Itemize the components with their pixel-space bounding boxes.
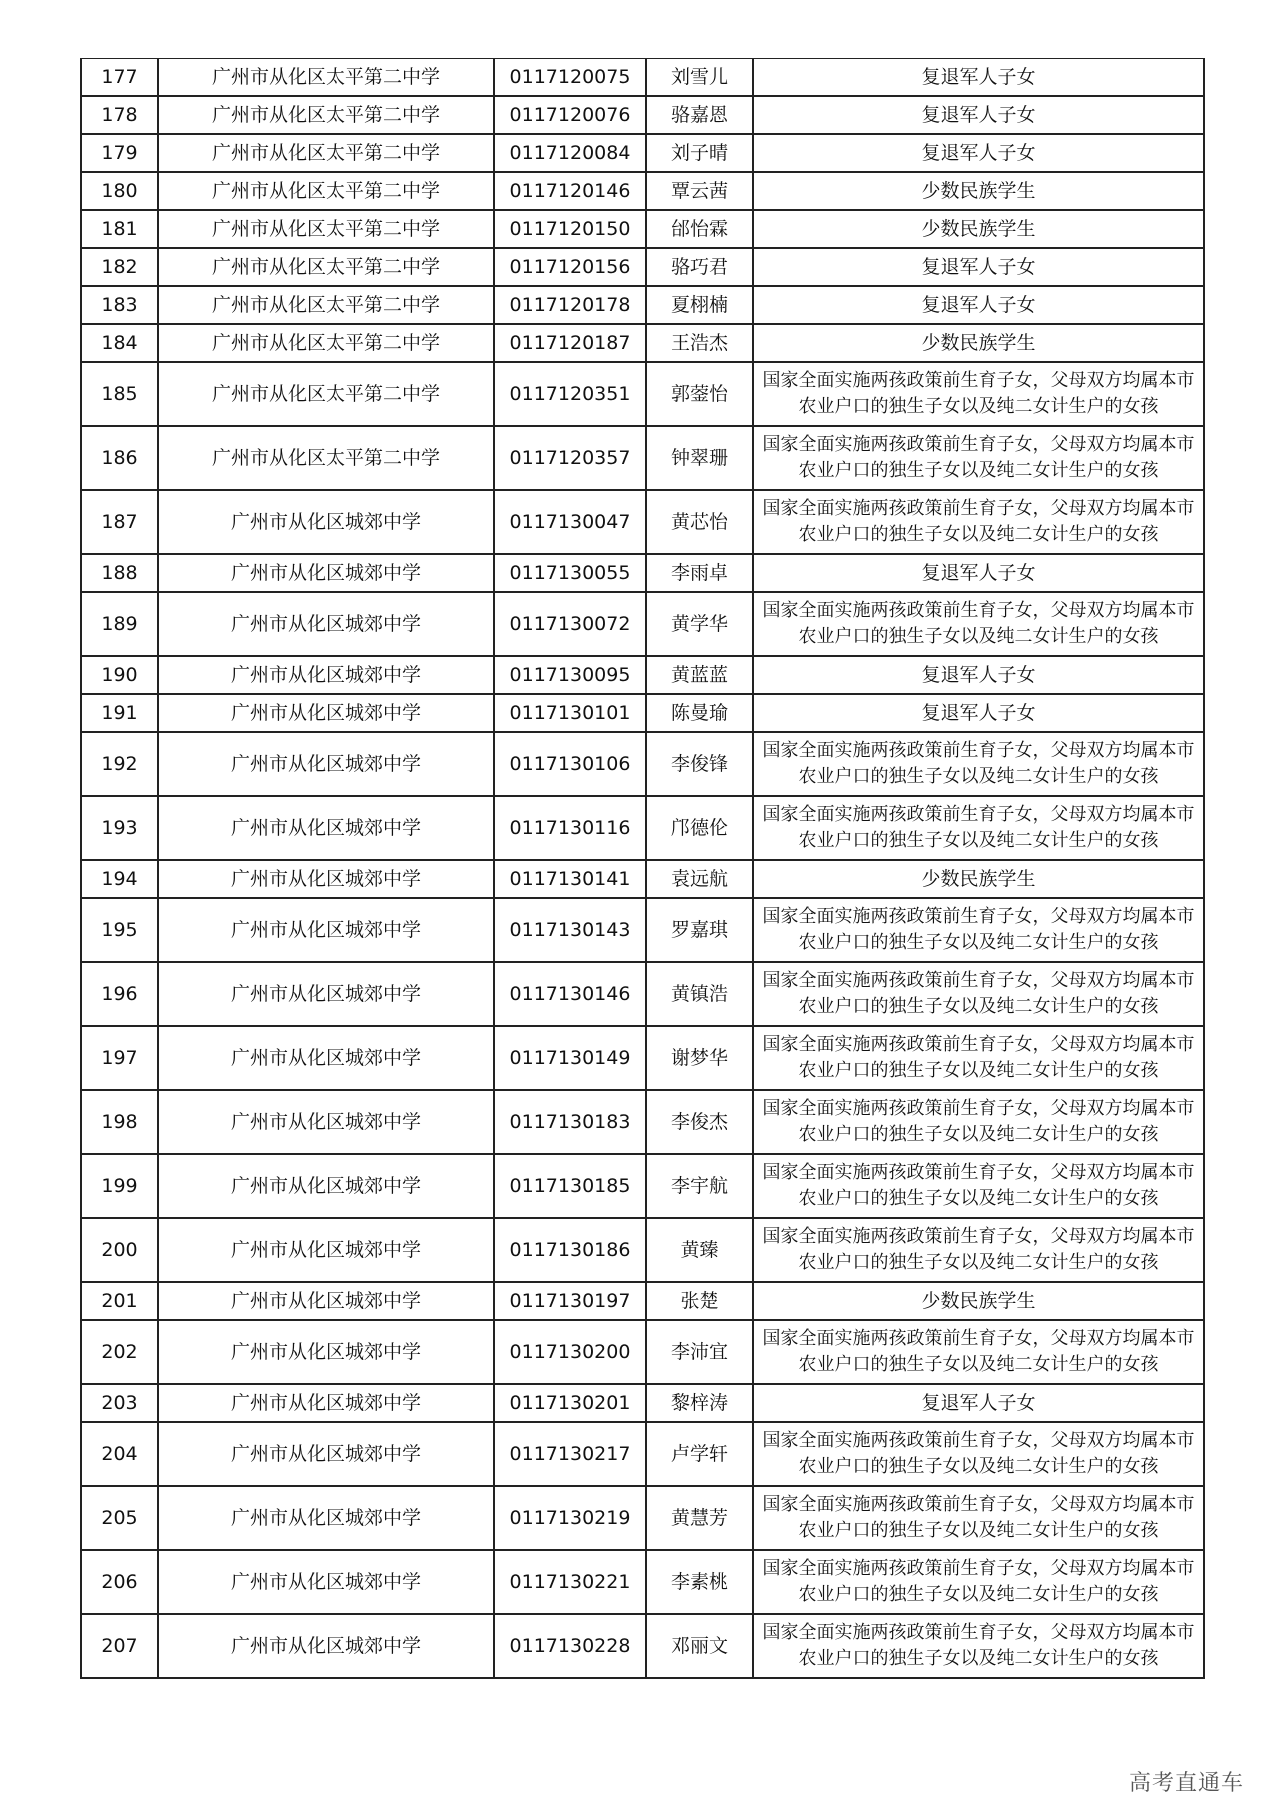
student-id-cell: 0117120178 [494, 286, 646, 324]
table-row [81, 554, 1204, 592]
student-name-cell: 夏栩楠 [646, 286, 753, 324]
school-cell: 广州市从化区城郊中学 [158, 694, 494, 732]
category-cell: 复退军人子女 [753, 1384, 1204, 1422]
category-cell: 少数民族学生 [753, 860, 1204, 898]
table-row [81, 1282, 1204, 1320]
category-cell: 国家全面实施两孩政策前生育子女，父母双方均属本市农业户口的独生子女以及纯二女计生户的女孩 [753, 1154, 1204, 1218]
student-id-cell: 0117130149 [494, 1026, 646, 1090]
table-row [81, 59, 1204, 97]
category-cell: 国家全面实施两孩政策前生育子女，父母双方均属本市农业户口的独生子女以及纯二女计生户的女孩 [753, 1486, 1204, 1550]
school-cell: 广州市从化区城郊中学 [158, 1154, 494, 1218]
table-body [81, 59, 1204, 1679]
category-cell: 国家全面实施两孩政策前生育子女，父母双方均属本市农业户口的独生子女以及纯二女计生户的女孩 [753, 490, 1204, 554]
table-row [81, 362, 1204, 426]
category-cell: 国家全面实施两孩政策前生育子女，父母双方均属本市农业户口的独生子女以及纯二女计生户的女孩 [753, 1090, 1204, 1154]
row-number-cell: 184 [81, 324, 158, 362]
student-id-cell: 0117130047 [494, 490, 646, 554]
student-name-cell: 黄芯怡 [646, 490, 753, 554]
school-cell: 广州市从化区城郊中学 [158, 554, 494, 592]
admission-list-sheet [80, 58, 1203, 1679]
student-name-cell: 黄臻 [646, 1218, 753, 1282]
table-row [81, 1384, 1204, 1422]
student-name-cell: 骆嘉恩 [646, 96, 753, 134]
category-cell: 复退军人子女 [753, 134, 1204, 172]
school-cell: 广州市从化区太平第二中学 [158, 324, 494, 362]
table-row [81, 426, 1204, 490]
student-id-cell: 0117130143 [494, 898, 646, 962]
school-cell: 广州市从化区城郊中学 [158, 1320, 494, 1384]
student-name-cell: 李宇航 [646, 1154, 753, 1218]
student-id-cell: 0117130185 [494, 1154, 646, 1218]
category-cell: 国家全面实施两孩政策前生育子女，父母双方均属本市农业户口的独生子女以及纯二女计生户的女孩 [753, 1026, 1204, 1090]
student-name-cell: 李素桃 [646, 1550, 753, 1614]
category-cell: 国家全面实施两孩政策前生育子女，父母双方均属本市农业户口的独生子女以及纯二女计生户的女孩 [753, 1550, 1204, 1614]
student-name-cell: 李雨卓 [646, 554, 753, 592]
category-cell: 复退军人子女 [753, 286, 1204, 324]
category-cell: 少数民族学生 [753, 210, 1204, 248]
category-cell: 国家全面实施两孩政策前生育子女，父母双方均属本市农业户口的独生子女以及纯二女计生户的女孩 [753, 962, 1204, 1026]
category-cell: 复退军人子女 [753, 554, 1204, 592]
row-number-cell: 200 [81, 1218, 158, 1282]
row-number-cell: 181 [81, 210, 158, 248]
row-number-cell: 183 [81, 286, 158, 324]
student-name-cell: 邓丽文 [646, 1614, 753, 1678]
category-cell: 国家全面实施两孩政策前生育子女，父母双方均属本市农业户口的独生子女以及纯二女计生户的女孩 [753, 1614, 1204, 1678]
row-number-cell: 204 [81, 1422, 158, 1486]
table-row [81, 134, 1204, 172]
row-number-cell: 207 [81, 1614, 158, 1678]
student-id-cell: 0117130146 [494, 962, 646, 1026]
school-cell: 广州市从化区城郊中学 [158, 1026, 494, 1090]
category-cell: 复退军人子女 [753, 694, 1204, 732]
category-cell: 复退军人子女 [753, 248, 1204, 286]
row-number-cell: 201 [81, 1282, 158, 1320]
row-number-cell: 179 [81, 134, 158, 172]
row-number-cell: 198 [81, 1090, 158, 1154]
admission-table [80, 58, 1205, 1679]
table-row [81, 324, 1204, 362]
student-name-cell: 邰怡霖 [646, 210, 753, 248]
category-cell: 国家全面实施两孩政策前生育子女，父母双方均属本市农业户口的独生子女以及纯二女计生户的女孩 [753, 732, 1204, 796]
student-name-cell: 黄慧芳 [646, 1486, 753, 1550]
school-cell: 广州市从化区城郊中学 [158, 490, 494, 554]
row-number-cell: 193 [81, 796, 158, 860]
table-row [81, 694, 1204, 732]
table-row [81, 796, 1204, 860]
table-row [81, 898, 1204, 962]
row-number-cell: 180 [81, 172, 158, 210]
row-number-cell: 194 [81, 860, 158, 898]
table-row [81, 1320, 1204, 1384]
student-name-cell: 李俊锋 [646, 732, 753, 796]
school-cell: 广州市从化区太平第二中学 [158, 286, 494, 324]
student-name-cell: 黄蓝蓝 [646, 656, 753, 694]
table-row [81, 96, 1204, 134]
table-row [81, 656, 1204, 694]
student-name-cell: 卢学轩 [646, 1422, 753, 1486]
school-cell: 广州市从化区城郊中学 [158, 1384, 494, 1422]
student-name-cell: 袁远航 [646, 860, 753, 898]
student-id-cell: 0117120351 [494, 362, 646, 426]
table-row [81, 248, 1204, 286]
category-cell: 少数民族学生 [753, 172, 1204, 210]
student-name-cell: 刘雪儿 [646, 59, 753, 97]
school-cell: 广州市从化区太平第二中学 [158, 210, 494, 248]
table-row [81, 1026, 1204, 1090]
row-number-cell: 196 [81, 962, 158, 1026]
student-name-cell: 骆巧君 [646, 248, 753, 286]
school-cell: 广州市从化区太平第二中学 [158, 59, 494, 97]
school-cell: 广州市从化区城郊中学 [158, 1550, 494, 1614]
student-name-cell: 覃云茜 [646, 172, 753, 210]
category-cell: 国家全面实施两孩政策前生育子女，父母双方均属本市农业户口的独生子女以及纯二女计生户的女孩 [753, 426, 1204, 490]
student-name-cell: 张楚 [646, 1282, 753, 1320]
student-id-cell: 0117120357 [494, 426, 646, 490]
category-cell: 国家全面实施两孩政策前生育子女，父母双方均属本市农业户口的独生子女以及纯二女计生户的女孩 [753, 898, 1204, 962]
student-name-cell: 谢梦华 [646, 1026, 753, 1090]
school-cell: 广州市从化区太平第二中学 [158, 96, 494, 134]
table-row [81, 592, 1204, 656]
table-row [81, 1154, 1204, 1218]
row-number-cell: 190 [81, 656, 158, 694]
table-row [81, 1218, 1204, 1282]
row-number-cell: 177 [81, 59, 158, 97]
student-id-cell: 0117130221 [494, 1550, 646, 1614]
student-id-cell: 0117120187 [494, 324, 646, 362]
student-id-cell: 0117130228 [494, 1614, 646, 1678]
row-number-cell: 203 [81, 1384, 158, 1422]
student-name-cell: 刘子晴 [646, 134, 753, 172]
row-number-cell: 195 [81, 898, 158, 962]
school-cell: 广州市从化区城郊中学 [158, 1614, 494, 1678]
category-cell: 国家全面实施两孩政策前生育子女，父母双方均属本市农业户口的独生子女以及纯二女计生户的女孩 [753, 362, 1204, 426]
student-id-cell: 0117130200 [494, 1320, 646, 1384]
school-cell: 广州市从化区城郊中学 [158, 898, 494, 962]
student-id-cell: 0117120156 [494, 248, 646, 286]
row-number-cell: 192 [81, 732, 158, 796]
category-cell: 国家全面实施两孩政策前生育子女，父母双方均属本市农业户口的独生子女以及纯二女计生户的女孩 [753, 1320, 1204, 1384]
row-number-cell: 178 [81, 96, 158, 134]
row-number-cell: 185 [81, 362, 158, 426]
school-cell: 广州市从化区城郊中学 [158, 962, 494, 1026]
school-cell: 广州市从化区城郊中学 [158, 732, 494, 796]
category-cell: 少数民族学生 [753, 324, 1204, 362]
category-cell: 国家全面实施两孩政策前生育子女，父母双方均属本市农业户口的独生子女以及纯二女计生户的女孩 [753, 592, 1204, 656]
row-number-cell: 197 [81, 1026, 158, 1090]
student-id-cell: 0117130183 [494, 1090, 646, 1154]
school-cell: 广州市从化区城郊中学 [158, 1282, 494, 1320]
table-row [81, 962, 1204, 1026]
student-id-cell: 0117130095 [494, 656, 646, 694]
student-id-cell: 0117130217 [494, 1422, 646, 1486]
table-row [81, 210, 1204, 248]
row-number-cell: 187 [81, 490, 158, 554]
table-row [81, 1614, 1204, 1678]
student-name-cell: 钟翠珊 [646, 426, 753, 490]
school-cell: 广州市从化区太平第二中学 [158, 134, 494, 172]
table-row [81, 172, 1204, 210]
student-id-cell: 0117120150 [494, 210, 646, 248]
student-name-cell: 邝德伦 [646, 796, 753, 860]
table-row [81, 1550, 1204, 1614]
watermark: 高考直通车 [1128, 1771, 1244, 1796]
category-cell: 少数民族学生 [753, 1282, 1204, 1320]
table-row [81, 860, 1204, 898]
table-row [81, 490, 1204, 554]
school-cell: 广州市从化区太平第二中学 [158, 172, 494, 210]
row-number-cell: 186 [81, 426, 158, 490]
student-id-cell: 0117120084 [494, 134, 646, 172]
student-id-cell: 0117130072 [494, 592, 646, 656]
student-name-cell: 罗嘉琪 [646, 898, 753, 962]
school-cell: 广州市从化区城郊中学 [158, 1090, 494, 1154]
category-cell: 复退军人子女 [753, 656, 1204, 694]
student-id-cell: 0117130201 [494, 1384, 646, 1422]
student-id-cell: 0117130219 [494, 1486, 646, 1550]
student-id-cell: 0117120075 [494, 59, 646, 97]
student-id-cell: 0117130055 [494, 554, 646, 592]
school-cell: 广州市从化区城郊中学 [158, 592, 494, 656]
category-cell: 复退军人子女 [753, 96, 1204, 134]
student-id-cell: 0117130106 [494, 732, 646, 796]
school-cell: 广州市从化区太平第二中学 [158, 426, 494, 490]
row-number-cell: 182 [81, 248, 158, 286]
category-cell: 国家全面实施两孩政策前生育子女，父母双方均属本市农业户口的独生子女以及纯二女计生户的女孩 [753, 1422, 1204, 1486]
table-row [81, 732, 1204, 796]
row-number-cell: 189 [81, 592, 158, 656]
school-cell: 广州市从化区城郊中学 [158, 1422, 494, 1486]
category-cell: 复退军人子女 [753, 59, 1204, 97]
student-id-cell: 0117130101 [494, 694, 646, 732]
category-cell: 国家全面实施两孩政策前生育子女，父母双方均属本市农业户口的独生子女以及纯二女计生户的女孩 [753, 796, 1204, 860]
student-name-cell: 陈曼瑜 [646, 694, 753, 732]
table-row [81, 286, 1204, 324]
student-name-cell: 黄镇浩 [646, 962, 753, 1026]
school-cell: 广州市从化区城郊中学 [158, 1218, 494, 1282]
student-name-cell: 黎梓涛 [646, 1384, 753, 1422]
table-row [81, 1486, 1204, 1550]
row-number-cell: 191 [81, 694, 158, 732]
student-id-cell: 0117130141 [494, 860, 646, 898]
school-cell: 广州市从化区城郊中学 [158, 860, 494, 898]
student-name-cell: 郭蓥怡 [646, 362, 753, 426]
school-cell: 广州市从化区城郊中学 [158, 1486, 494, 1550]
school-cell: 广州市从化区城郊中学 [158, 796, 494, 860]
student-id-cell: 0117120076 [494, 96, 646, 134]
row-number-cell: 188 [81, 554, 158, 592]
table-row [81, 1090, 1204, 1154]
row-number-cell: 206 [81, 1550, 158, 1614]
student-id-cell: 0117130116 [494, 796, 646, 860]
category-cell: 国家全面实施两孩政策前生育子女，父母双方均属本市农业户口的独生子女以及纯二女计生户的女孩 [753, 1218, 1204, 1282]
row-number-cell: 202 [81, 1320, 158, 1384]
student-id-cell: 0117130197 [494, 1282, 646, 1320]
school-cell: 广州市从化区太平第二中学 [158, 248, 494, 286]
student-name-cell: 李俊杰 [646, 1090, 753, 1154]
row-number-cell: 199 [81, 1154, 158, 1218]
school-cell: 广州市从化区太平第二中学 [158, 362, 494, 426]
student-name-cell: 黄学华 [646, 592, 753, 656]
row-number-cell: 205 [81, 1486, 158, 1550]
student-id-cell: 0117130186 [494, 1218, 646, 1282]
student-name-cell: 王浩杰 [646, 324, 753, 362]
table-row [81, 1422, 1204, 1486]
student-name-cell: 李沛宜 [646, 1320, 753, 1384]
school-cell: 广州市从化区城郊中学 [158, 656, 494, 694]
student-id-cell: 0117120146 [494, 172, 646, 210]
